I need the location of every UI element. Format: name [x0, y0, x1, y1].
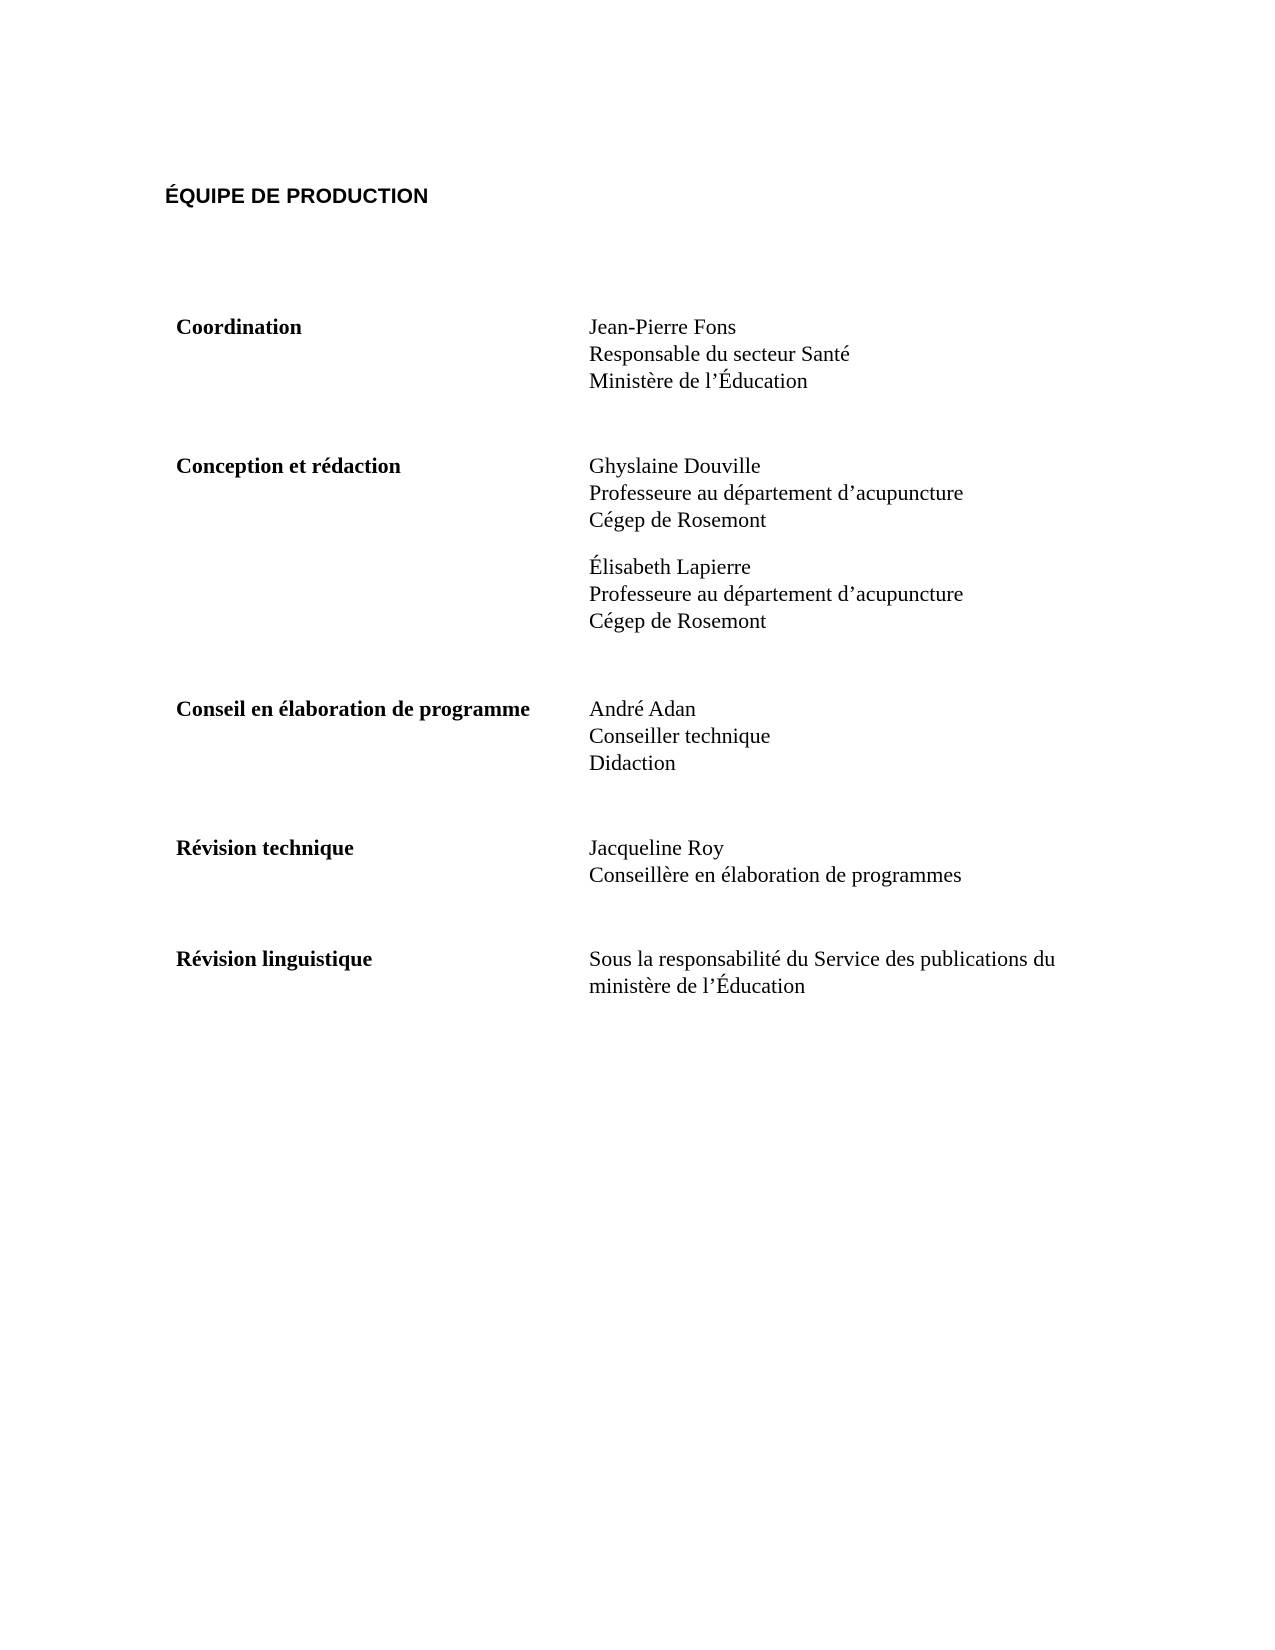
person-title: Responsable du secteur Santé — [589, 341, 850, 366]
person-entry — [589, 452, 1129, 533]
person-organization: Cégep de Rosemont — [589, 608, 767, 633]
person-organization: Cégep de Rosemont — [589, 507, 767, 532]
person-organization: Ministère de l’Éducation — [589, 368, 808, 393]
person-entry — [589, 553, 1129, 634]
person-entry — [589, 945, 1129, 999]
role-label-coordination: Coordination — [176, 314, 302, 339]
person-organization: Didaction — [589, 750, 676, 775]
person-name: Ghyslaine Douville — [589, 453, 761, 478]
role-label-revision-technique: Révision technique — [176, 835, 354, 860]
person-title: Conseiller technique — [589, 723, 771, 748]
person-title: Conseillère en élaboration de programmes — [589, 862, 962, 887]
person-title: Professeure au département d’acupuncture — [589, 581, 964, 606]
person-name: Jacqueline Roy — [589, 835, 725, 860]
credits-revision-technique — [589, 834, 1129, 888]
role-label-revision-linguistique: Révision linguistique — [176, 946, 373, 971]
person-name: André Adan — [589, 696, 696, 721]
credits-coordination — [589, 313, 1129, 394]
person-entry — [589, 695, 1129, 776]
credits-revision-linguistique — [589, 945, 1129, 999]
credits-conception — [589, 452, 1129, 634]
person-entry — [589, 834, 1129, 888]
credits-conseil — [589, 695, 1129, 776]
person-name: Jean-Pierre Fons — [589, 314, 737, 339]
responsibility-note: Sous la responsabilité du Service des publications du ministère de l’Éducation — [589, 946, 1056, 998]
person-title: Professeure au département d’acupuncture — [589, 480, 964, 505]
role-label-conseil: Conseil en élaboration de programme — [176, 696, 531, 721]
page-title: ÉQUIPE DE PRODUCTION — [165, 185, 429, 208]
role-label-conception: Conception et rédaction — [176, 453, 401, 478]
person-name: Élisabeth Lapierre — [589, 554, 751, 579]
person-entry — [589, 313, 1129, 394]
